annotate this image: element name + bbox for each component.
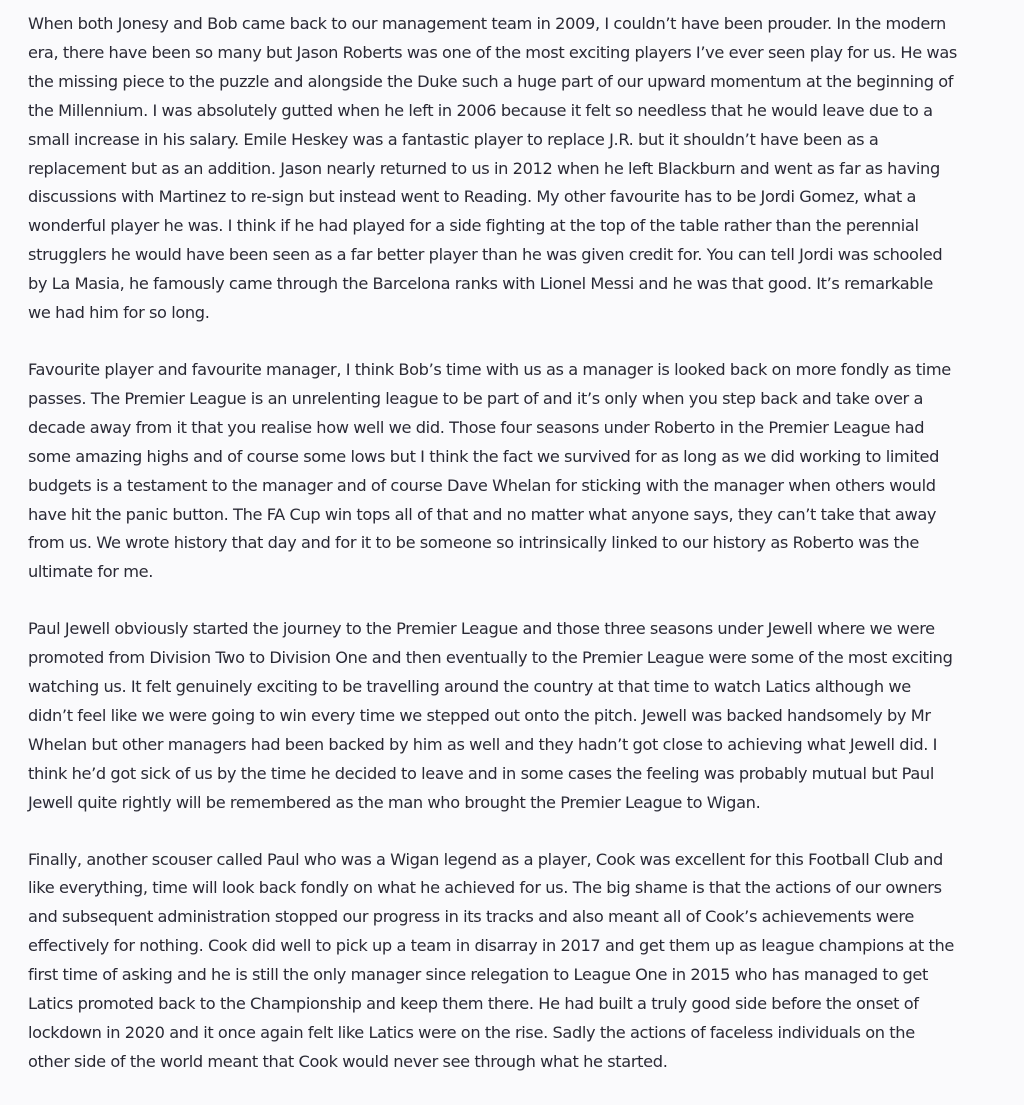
article-body bbox=[28, 10, 958, 1105]
paragraph-paul-cook: Finally, another scouser called Paul who was a Wigan legend as a player, Cook was excellent for this Football Club and like everything, time will look back fondly on what he achieved for us. The big shame is that the actions of our owners and subsequent administration stopped our progress in its tracks and also meant all of Cook’s achievements were effectively for nothing. Cook did well to pick up a team in disarray in 2017 and get them up as league champions at the first time of asking and he is still the only manager since relegation to League One in 2015 who has managed to get Latics promoted back to the Championship and keep them there. He had built a truly good side before the onset of lockdown in 2020 and it once again felt like Latics were on the rise. Sadly the actions of faceless individuals on the other side of the world meant that Cook would never see through what he started. bbox=[28, 849, 954, 1071]
paragraph-paul-jewell: Paul Jewell obviously started the journey to the Premier League and those three seasons under Jewell where we were promoted from Division Two to Division One and then eventually to the Premier League were some of the most exciting watching us. It felt genuinely exciting to be travelling around the country at that time to watch Latics although we didn’t feel like we were going to win every time we stepped out onto the pitch. Jewell was backed handsomely by Mr Whelan but other managers had been backed by him as well and they hadn’t got close to achieving what Jewell did. I think he’d got sick of us by the time he decided to leave and in some cases the feeling was probably mutual but Paul Jewell quite rightly will be remembered as the man who brought the Premier League to Wigan. bbox=[28, 619, 953, 812]
paragraph-roberto-martinez: Favourite player and favourite manager, I think Bob’s time with us as a manager is looked back on more fondly as time passes. The Premier League is an unrelenting league to be part of and it’s only when you step back and take over a decade away from it that you realise how well we did. Those four seasons under Roberto in the Premier League had some amazing highs and of course some lows but I think the fact we survived for as long as we did working to limited budgets is a testament to the manager and of course Dave Whelan for sticking with the manager when others would have hit the panic button. The FA Cup win tops all of that and no matter what anyone says, they can’t take that away from us. We wrote history that day and for it to be someone so intrinsically linked to our history as Roberto was the ultimate for me. bbox=[28, 359, 951, 582]
paragraph-roberts-gomez: When both Jonesy and Bob came back to our management team in 2009, I couldn’t have been prouder. In the modern era, there have been so many but Jason Roberts was one of the most exciting players I’ve ever seen play for us. He was the missing piece to the puzzle and alongside the Duke such a huge part of our upward momentum at the beginning of the Millennium. I was absolutely gutted when he left in 2006 because it felt so needless that he would leave due to a small increase in his salary. Emile Heskey was a fantastic player to replace J.R. but it shouldn’t have been as a replacement but as an addition. Jason nearly returned to us in 2012 when he left Blackburn and went as far as having discussions with Martinez to re-sign but instead went to Reading. My other favourite has to be Jordi Gomez, what a wonderful player he was. I think if he had played for a side fighting at the top of the table rather than the perennial strugglers he would have been seen as a far better player than he was given credit for. You can tell Jordi was schooled by La Masia, he famously came through the Barcelona ranks with Lionel Messi and he was that good. It’s remarkable we had him for so long. bbox=[28, 14, 957, 323]
